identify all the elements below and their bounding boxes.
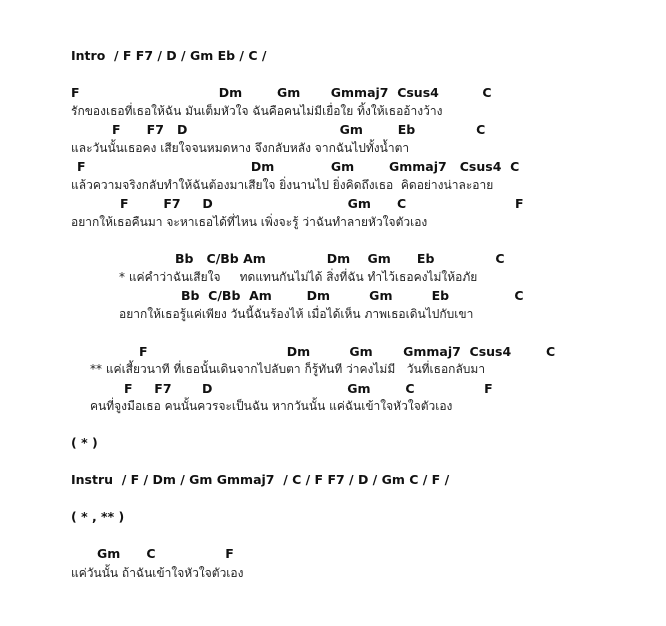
chorus-lyric-line: อยากให้เธอรู้แค่เพียง วันนี้ฉันร้องไห้ เมื่อได้เห็น ภาพเธอเดินไปกับเขา xyxy=(119,307,474,321)
verse-chord-line: F Dm Gm Gmmaj7 Csus4 C xyxy=(77,159,520,174)
chorus-lyric-line: * แค่คำว่าฉันเสียใจ ทดแทนกันไม่ได้ สิ่งที่ฉัน ทำไว้เธอคงไม่ให้อภัย xyxy=(119,270,478,284)
chorus-chord-line: Bb C/Bb Am Dm Gm Eb C xyxy=(181,288,524,303)
verse-chord-line: F F7 D Gm Eb C xyxy=(112,122,486,137)
verse-chord-line: F F7 D Gm C F xyxy=(120,196,524,211)
hook-lyric-line: คนที่จูงมือเธอ คนนั้นควรจะเป็นฉัน หากวันนั้น แค่ฉันเข้าใจหัวใจตัวเอง xyxy=(90,399,453,413)
verse-lyric-line: รักของเธอที่เธอให้ฉัน มันเต็มหัวใจ ฉันคือคนไม่มีเยื่อใย ทิ้งให้เธออ้างว้าง xyxy=(71,104,443,118)
hook-chord-line: F F7 D Gm C F xyxy=(124,381,493,396)
chorus-chord-line: Bb C/Bb Am Dm Gm Eb C xyxy=(175,251,505,266)
outro-lyric-line: แค่วันนั้น ถ้าฉันเข้าใจหัวใจตัวเอง xyxy=(71,566,244,580)
verse-lyric-line: และวันนั้นเธอคง เสียใจจนหมดหาง จึงกลับหลัง จากฉันไปทั้งน้ำตา xyxy=(71,141,410,155)
verse-chord-line: F Dm Gm Gmmaj7 Csus4 C xyxy=(71,85,492,100)
instru-line: Instru / F / Dm / Gm Gmmaj7 / C / F F7 / D / Gm C / F / xyxy=(71,472,450,487)
outro-chord-line: Gm C F xyxy=(97,546,234,561)
verse-lyric-line: แล้วความจริงกลับทำให้ฉันต้องมาเสียใจ ยิ่งนานไป ยิ่งคิดถึงเธอ คิดอย่างน่าละอาย xyxy=(71,178,494,192)
verse-lyric-line: อยากให้เธอคืนมา จะหาเธอได้ที่ไหน เพิ่งจะรู้ ว่าฉันทำลายหัวใจตัวเอง xyxy=(71,215,428,229)
hook-chord-line: F Dm Gm Gmmaj7 Csus4 C xyxy=(139,344,556,359)
intro-line: Intro / F F7 / D / Gm Eb / C / xyxy=(71,48,267,63)
hook-lyric-line: ** แค่เสี้ยวนาที ที่เธอนั้นเดินจากไปลับตา ก็รู้ทันที ว่าคงไม่มี วันที่เธอกลับมา xyxy=(90,362,486,376)
repeat-marker: ( * ) xyxy=(71,435,98,450)
repeat-marker: ( * , ** ) xyxy=(71,509,125,524)
